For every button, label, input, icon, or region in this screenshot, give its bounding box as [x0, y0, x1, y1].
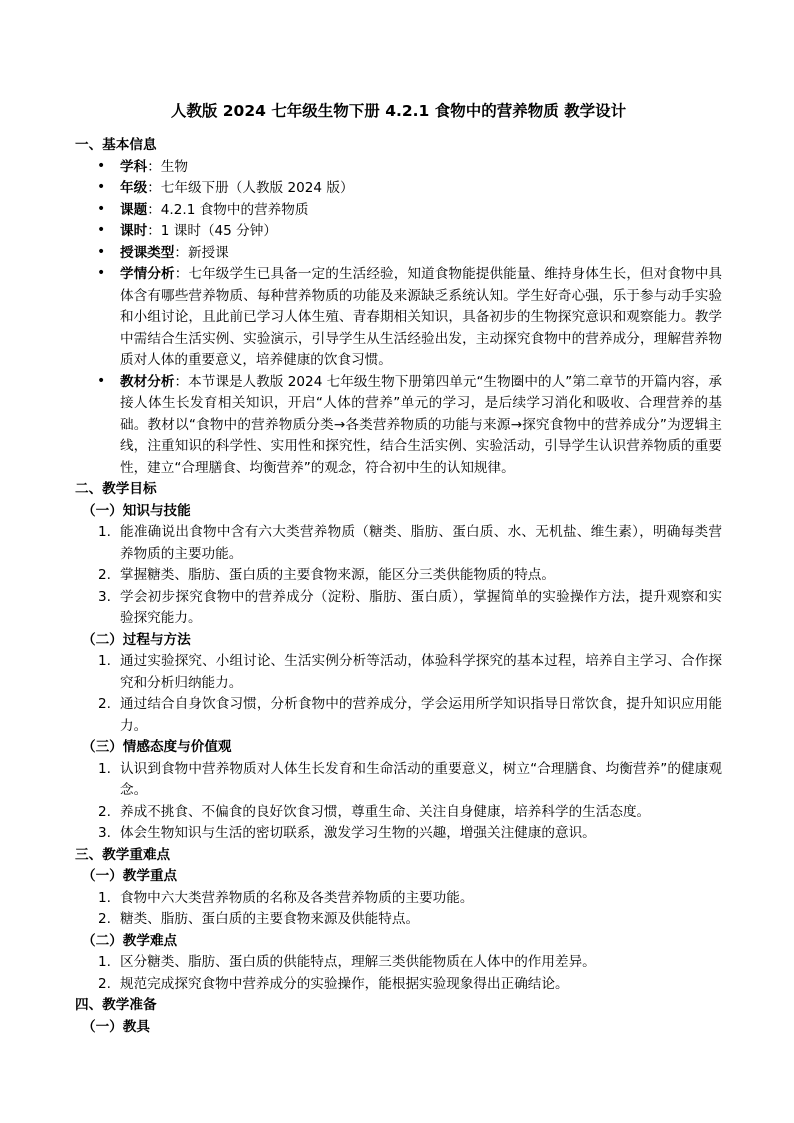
- subsection-heading: （一）知识与技能: [82, 502, 191, 519]
- bullet-list-item: [75, 243, 722, 265]
- bullet-list-item: [75, 157, 722, 179]
- numbered-item-text: 养成不挑食、不偏食的良好饮食习惯，尊重生命、关注自身健康，培养科学的生活态度。: [120, 803, 651, 820]
- bullet-item-text: 本节课是人教版 2024 七年级生物下册第四单元“生物圈中的人”第二章节的开篇内容，承接人体生长发育相关知识，开启“人体的营养”单元的学习，是后续学习消化和吸收、合理营养的基础。教材以“食物中的营养物质分类→各类营养物质的功能与来源→探究食物中的营养成分”为逻辑主线，注重知识的科学性、实用性和探究性，结合生活实例、实验活动，引导学生认识营养物质的重要性，建立“合理膳食、均衡营养”的观念，符合初中生的认知规律。: [120, 373, 723, 476]
- numbered-list-item: [75, 522, 722, 565]
- subsection-heading: （二）过程与方法: [82, 631, 191, 648]
- list-number: 1.: [98, 889, 111, 906]
- bullet-icon: •: [97, 265, 106, 281]
- bullet-list-item: [75, 178, 722, 200]
- bullet-item-text: 生物: [160, 158, 188, 175]
- document-body: [75, 135, 722, 1038]
- numbered-list-item: [75, 565, 722, 587]
- page-title: 人教版 2024 七年级生物下册 4.2.1 食物中的营养物质 教学设计: [170, 102, 627, 120]
- bullet-list-item: [75, 372, 722, 480]
- bullet-item-label: 授课类型: [120, 244, 175, 261]
- bullet-item-label: 学情分析: [120, 266, 175, 282]
- bullet-item-text: 4.2.1 食物中的营养物质: [160, 201, 309, 218]
- subsection-heading: （一）教学重点: [82, 868, 178, 884]
- list-number: 1.: [98, 954, 111, 970]
- numbered-item-text: 学会初步探究食物中的营养成分（淀粉、脂肪、蛋白质），掌握简单的实验操作方法，提升观察和实验探究能力。: [120, 588, 722, 626]
- numbered-item-text: 食物中六大类营养物质的名称及各类营养物质的主要功能。: [120, 889, 474, 906]
- label-separator: ：: [147, 223, 161, 239]
- list-number: 2.: [98, 975, 111, 992]
- numbered-list-item: [75, 888, 722, 910]
- numbered-list-item: [75, 802, 722, 824]
- numbered-item-text: 通过实验探究、小组讨论、生活实例分析等活动，体验科学探究的基本过程，培养自主学习、合作探究和分析归纳能力。: [120, 653, 722, 691]
- list-number: 3.: [98, 825, 111, 841]
- subsection-heading: （二）教学难点: [82, 932, 178, 949]
- bullet-item-label: 课时: [120, 223, 148, 239]
- bullet-icon: •: [97, 243, 106, 260]
- subsection-heading: （三）情感态度与价值观: [82, 739, 232, 755]
- bullet-item-text: 七年级学生已具备一定的生活经验，知道食物能提供能量、维持身体生长，但对食物中具体含有哪些营养物质、每种营养物质的功能及来源缺乏系统认知。学生好奇心强，乐于参与动手实验和小组讨论，且此前已学习人体生殖、青春期相关知识，具备初步的生物探究意识和观察能力。教学中需结合生活实例、实验演示，引导学生从生活经验出发，主动探究食物中的营养成分，理解营养物质对人体的重要意义，培养健康的饮食习惯。: [120, 266, 723, 368]
- section-heading: 二、教学目标: [75, 481, 157, 497]
- numbered-list-item: [75, 952, 722, 974]
- bullet-list-item: [75, 264, 722, 372]
- label-separator: ：: [174, 266, 189, 282]
- label-separator: ：: [147, 180, 161, 196]
- list-number: 1.: [98, 653, 111, 669]
- list-number: 2.: [98, 911, 111, 927]
- bullet-item-label: 年级: [120, 180, 148, 196]
- bullet-item-text: 1 课时（45 分钟）: [160, 223, 277, 239]
- list-number: 1.: [98, 524, 111, 540]
- bullet-list-item: [75, 200, 722, 222]
- bullet-item-text: 新授课: [187, 244, 229, 261]
- label-separator: ：: [147, 201, 161, 218]
- list-number: 2.: [98, 696, 111, 712]
- numbered-list-item: [75, 587, 722, 630]
- numbered-item-text: 认识到食物中营养物质对人体生长发育和生命活动的重要意义，树立“合理膳食、均衡营养”的健康观念。: [120, 760, 722, 798]
- numbered-item-text: 能准确说出食物中含有六大类营养物质（糖类、脂肪、蛋白质、水、无机盐、维生素），明确每类营养物质的主要功能。: [120, 524, 722, 562]
- bullet-icon: •: [97, 222, 106, 238]
- list-number: 2.: [98, 803, 111, 820]
- bullet-item-text: 七年级下册（人教版 2024 版）: [160, 180, 354, 196]
- bullet-icon: •: [97, 157, 106, 174]
- numbered-list-item: [75, 651, 722, 694]
- bullet-item-label: 课题: [120, 201, 148, 218]
- numbered-item-text: 通过结合自身饮食习惯，分析食物中的营养成分，学会运用所学知识指导日常饮食，提升知识应用能力。: [120, 696, 722, 734]
- numbered-item-text: 体会生物知识与生活的密切联系，激发学习生物的兴趣，增强关注健康的意识。: [120, 825, 596, 841]
- numbered-item-text: 糖类、脂肪、蛋白质的主要食物来源及供能特点。: [120, 911, 420, 927]
- list-number: 3.: [98, 588, 111, 605]
- numbered-list-item: [75, 974, 722, 996]
- label-separator: ：: [147, 158, 161, 175]
- label-separator: ：: [174, 244, 188, 261]
- numbered-list-item: [75, 694, 722, 737]
- subsection-heading: （一）教具: [82, 1018, 150, 1035]
- numbered-item-text: 掌握糖类、脂肪、蛋白质的主要食物来源，能区分三类供能物质的特点。: [120, 567, 555, 583]
- section-heading: 一、基本信息: [75, 137, 157, 153]
- label-separator: ：: [174, 373, 189, 390]
- bullet-item-label: 教材分析: [120, 373, 175, 390]
- section-heading: 三、教学重难点: [75, 846, 171, 863]
- list-number: 1.: [98, 760, 111, 777]
- numbered-list-item: [75, 759, 722, 802]
- numbered-list-item: [75, 823, 722, 845]
- bullet-list-item: [75, 221, 722, 243]
- numbered-list-item: [75, 909, 722, 931]
- bullet-item-label: 学科: [120, 158, 148, 175]
- bullet-icon: •: [97, 179, 106, 195]
- numbered-item-text: 规范完成探究食物中营养成分的实验操作，能根据实验现象得出正确结论。: [120, 975, 569, 992]
- numbered-item-text: 区分糖类、脂肪、蛋白质的供能特点，理解三类供能物质在人体中的作用差异。: [120, 954, 596, 970]
- bullet-icon: •: [97, 200, 106, 217]
- section-heading: 四、教学准备: [75, 997, 157, 1013]
- bullet-icon: •: [97, 372, 106, 389]
- list-number: 2.: [98, 567, 111, 583]
